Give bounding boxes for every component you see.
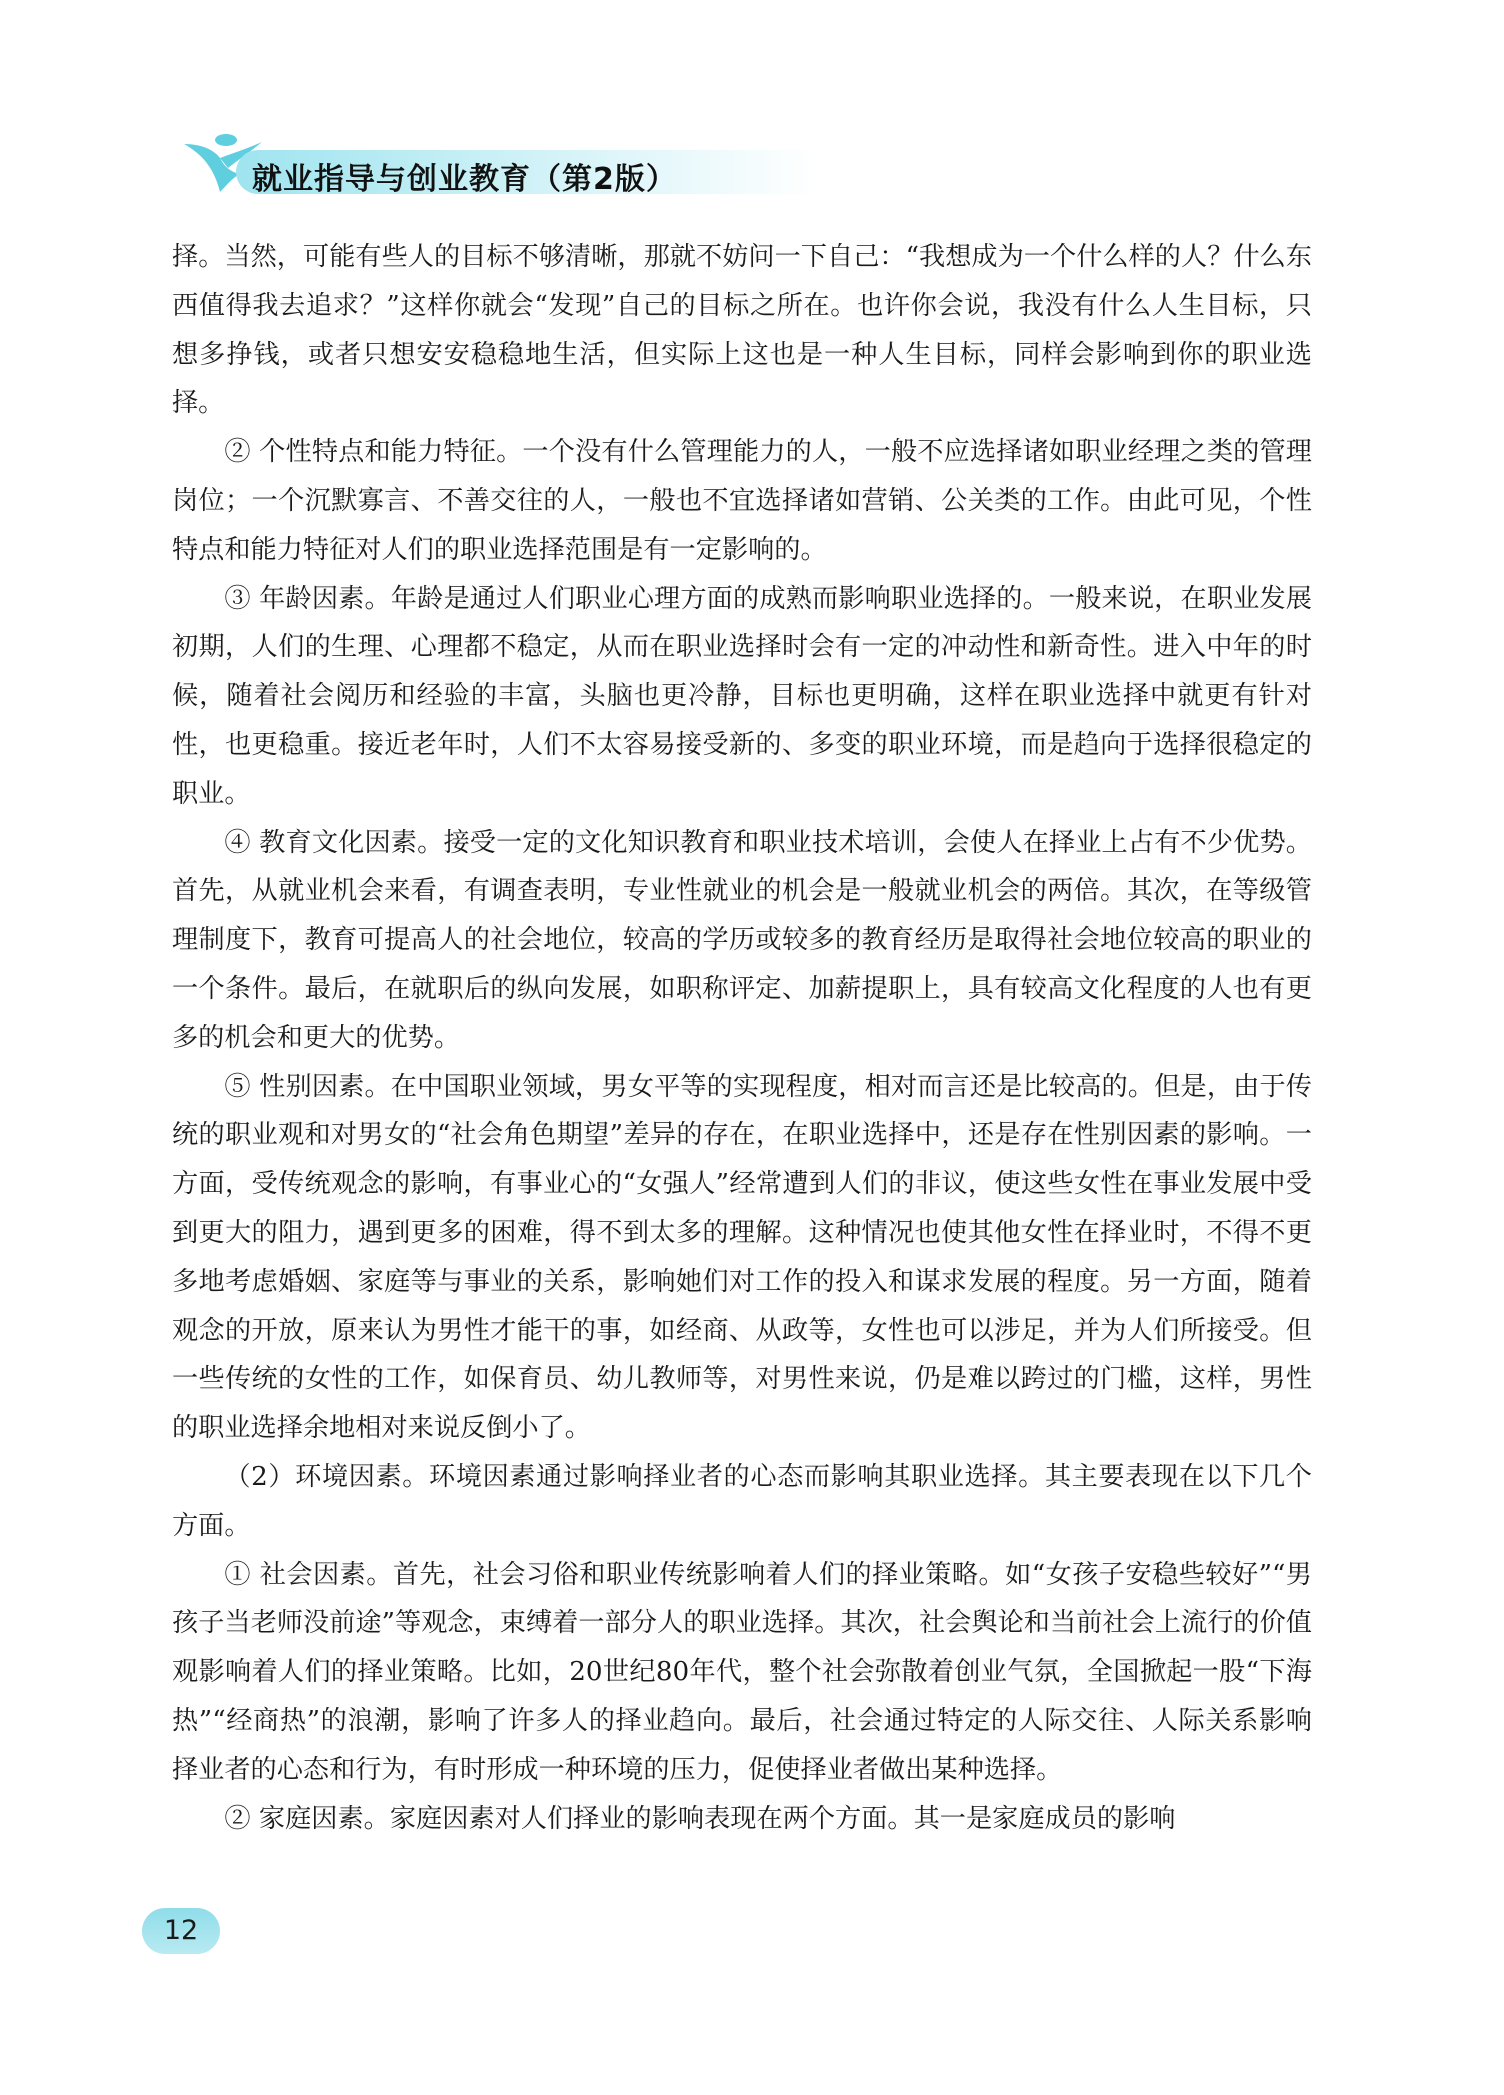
page-number: 12 <box>142 1908 220 1954</box>
paragraph: ④ 教育文化因素。接受一定的文化知识教育和职业技术培训，会使人在择业上占有不少优势。首先，从就业机会来看，有调查表明，专业性就业的机会是一般就业机会的两倍。其次，在等级管理制度下，教育可提高人的社会地位，较高的学历或较多的教育经历是取得社会地位较高的职业的一个条件。最后，在就职后的纵向发展，如职称评定、加薪提职上，具有较高文化程度的人也有更多的机会和更大的优势。 <box>172 827 1312 1053</box>
paragraph: 择。当然，可能有些人的目标不够清晰，那就不妨问一下自己：“我想成为一个什么样的人？什么东西值得我去追求？”这样你就会“发现”自己的目标之所在。也许你会说，我没有什么人生目标，只想多挣钱，或者只想安安稳稳地生活，但实际上这也是一种人生目标，同样会影响到你的职业选择。 <box>172 242 1312 419</box>
paragraph: （2）环境因素。环境因素通过影响择业者的心态而影响其职业选择。其主要表现在以下几个方面。 <box>172 1461 1312 1541</box>
book-title: 就业指导与创业教育（第2版） <box>252 162 677 197</box>
paragraph: ③ 年龄因素。年龄是通过人们职业心理方面的成熟而影响职业选择的。一般来说，在职业发展初期，人们的生理、心理都不稳定，从而在职业选择时会有一定的冲动性和新奇性。进入中年的时候，随着社会阅历和经验的丰富，头脑也更冷静，目标也更明确，这样在职业选择中就更有针对性，也更稳重。接近老年时，人们不太容易接受新的、多变的职业环境，而是趋向于选择很稳定的职业。 <box>172 583 1312 809</box>
paragraph: ① 社会因素。首先，社会习俗和职业传统影响着人们的择业策略。如“女孩子安稳些较好”“男孩子当老师没前途”等观念，束缚着一部分人的职业选择。其次，社会舆论和当前社会上流行的价值观影响着人们的择业策略。比如，20世纪80年代，整个社会弥散着创业气氛，全国掀起一股“下海热”“经商热”的浪潮，影响了许多人的择业趋向。最后，社会通过特定的人际交往、人际关系影响择业者的心态和行为，有时形成一种环境的压力，促使择业者做出某种选择。 <box>172 1559 1312 1785</box>
body-text <box>172 233 1312 1843</box>
paragraph: ⑤ 性别因素。在中国职业领域，男女平等的实现程度，相对而言还是比较高的。但是，由于传统的职业观和对男女的“社会角色期望”差异的存在，在职业选择中，还是存在性别因素的影响。一方面，受传统观念的影响，有事业心的“女强人”经常遭到人们的非议，使这些女性在事业发展中受到更大的阻力，遇到更多的困难，得不到太多的理解。这种情况也使其他女性在择业时，不得不更多地考虑婚姻、家庭等与事业的关系，影响她们对工作的投入和谋求发展的程度。另一方面，随着观念的开放，原来认为男性才能干的事，如经商、从政等，女性也可以涉足，并为人们所接受。但一些传统的女性的工作，如保育员、幼儿教师等，对男性来说，仍是难以跨过的门槛，这样，男性的职业选择余地相对来说反倒小了。 <box>172 1071 1312 1444</box>
running-header <box>180 128 680 198</box>
paragraph: ② 家庭因素。家庭因素对人们择业的影响表现在两个方面。其一是家庭成员的影响 <box>224 1803 1176 1834</box>
paragraph: ② 个性特点和能力特征。一个没有什么管理能力的人，一般不应选择诸如职业经理之类的管理岗位；一个沉默寡言、不善交往的人，一般也不宜选择诸如营销、公关类的工作。由此可见，个性特点和能力特征对人们的职业选择范围是有一定影响的。 <box>172 437 1312 565</box>
